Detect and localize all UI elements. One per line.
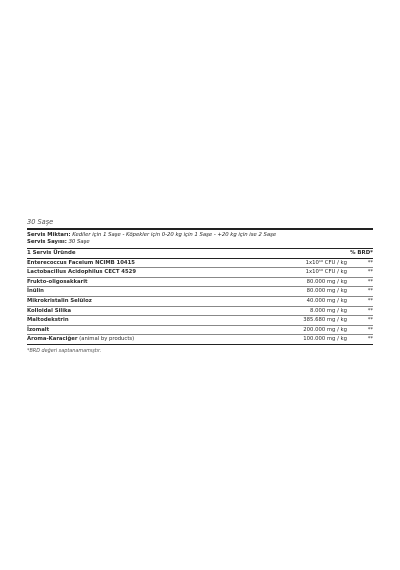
ingredient-amount: 8.000 mg / kg: [310, 307, 347, 314]
ingredient-name-text: İnülin: [27, 288, 44, 295]
ingredient-brd: **: [367, 326, 373, 333]
ingredient-amount: 40.000 mg / kg: [306, 298, 347, 305]
ingredient-amount: 1x10¹⁰ CFU / kg: [305, 259, 347, 266]
table-row: [27, 268, 373, 278]
ingredient-brd: **: [367, 278, 373, 285]
ingredient-name: [27, 326, 247, 335]
serving-count-line: [27, 239, 373, 247]
ingredient-amount: 200.000 mg / kg: [303, 326, 347, 333]
ingredient-name: [27, 287, 247, 296]
footnote: *BRD değeri saptanamamıştır.: [27, 348, 102, 355]
serving-info: [27, 230, 373, 247]
table-row: [27, 307, 373, 317]
ingredient-name-text: Lactobacillus Acidophilus CECT 4529: [27, 269, 137, 276]
serving-count-label: Servis Sayısı:: [27, 239, 67, 246]
serving-count-value: 30 Saşe: [68, 239, 90, 246]
table-row: [27, 287, 373, 297]
ingredient-name-text: Mikrokristalin Selüloz: [27, 298, 92, 305]
serving-amount-label: Servis Miktarı:: [27, 231, 71, 238]
ingredient-amount: 100.000 mg / kg: [303, 336, 347, 343]
ingredient-brd: **: [367, 307, 373, 314]
table-header-left: 1 Servis Üründe: [27, 250, 76, 257]
table-row: [27, 335, 373, 345]
ingredient-name: [27, 259, 247, 268]
ingredient-name-text: Aroma-Karaciğer: [27, 336, 78, 343]
table-header-right: % BRD*: [350, 250, 373, 257]
ingredient-brd: **: [367, 336, 373, 343]
table-row: [27, 297, 373, 307]
ingredient-name-text: İzomalt: [27, 326, 50, 333]
table-row: [27, 259, 373, 269]
table-header: [27, 249, 373, 258]
ingredient-name-text: Kolloidal Silika: [27, 307, 72, 314]
ingredient-brd: **: [367, 269, 373, 276]
ingredient-amount: 1x10¹⁰ CFU / kg: [305, 269, 347, 276]
ingredient-name: [27, 297, 247, 306]
ingredient-name-text: Maltodekstrin: [27, 317, 69, 324]
ingredient-amount: 80.000 mg / kg: [306, 288, 347, 295]
serving-amount-value: Kediler için 1 Saşe - Köpekler için 0-20 kg için 1 Saşe - +20 kg için ise 2 Saşe: [72, 231, 277, 238]
table-row: [27, 316, 373, 326]
supplement-facts-panel: [27, 217, 373, 355]
serving-amount-line: [27, 232, 373, 240]
ingredient-name: [27, 278, 247, 287]
ingredient-brd: **: [367, 288, 373, 295]
ingredient-amount: 385.680 mg / kg: [303, 317, 347, 324]
ingredient-brd: **: [367, 298, 373, 305]
package-caption: 30 Saşe: [27, 218, 54, 226]
ingredient-name: [27, 307, 247, 316]
ingredient-name: [27, 335, 247, 344]
ingredient-name: [27, 268, 247, 277]
ingredient-table: [27, 259, 373, 345]
ingredient-amount: 80.000 mg / kg: [306, 278, 347, 285]
table-row: [27, 326, 373, 336]
table-row: [27, 278, 373, 288]
ingredient-brd: **: [367, 259, 373, 266]
ingredient-brd: **: [367, 317, 373, 324]
ingredient-note: (animal by products): [77, 336, 135, 343]
ingredient-name: [27, 316, 247, 325]
ingredient-name-text: Enterecoccus Faceium NCIMB 10415: [27, 259, 135, 266]
ingredient-name-text: Frukto-oligosakkarit: [27, 278, 88, 285]
